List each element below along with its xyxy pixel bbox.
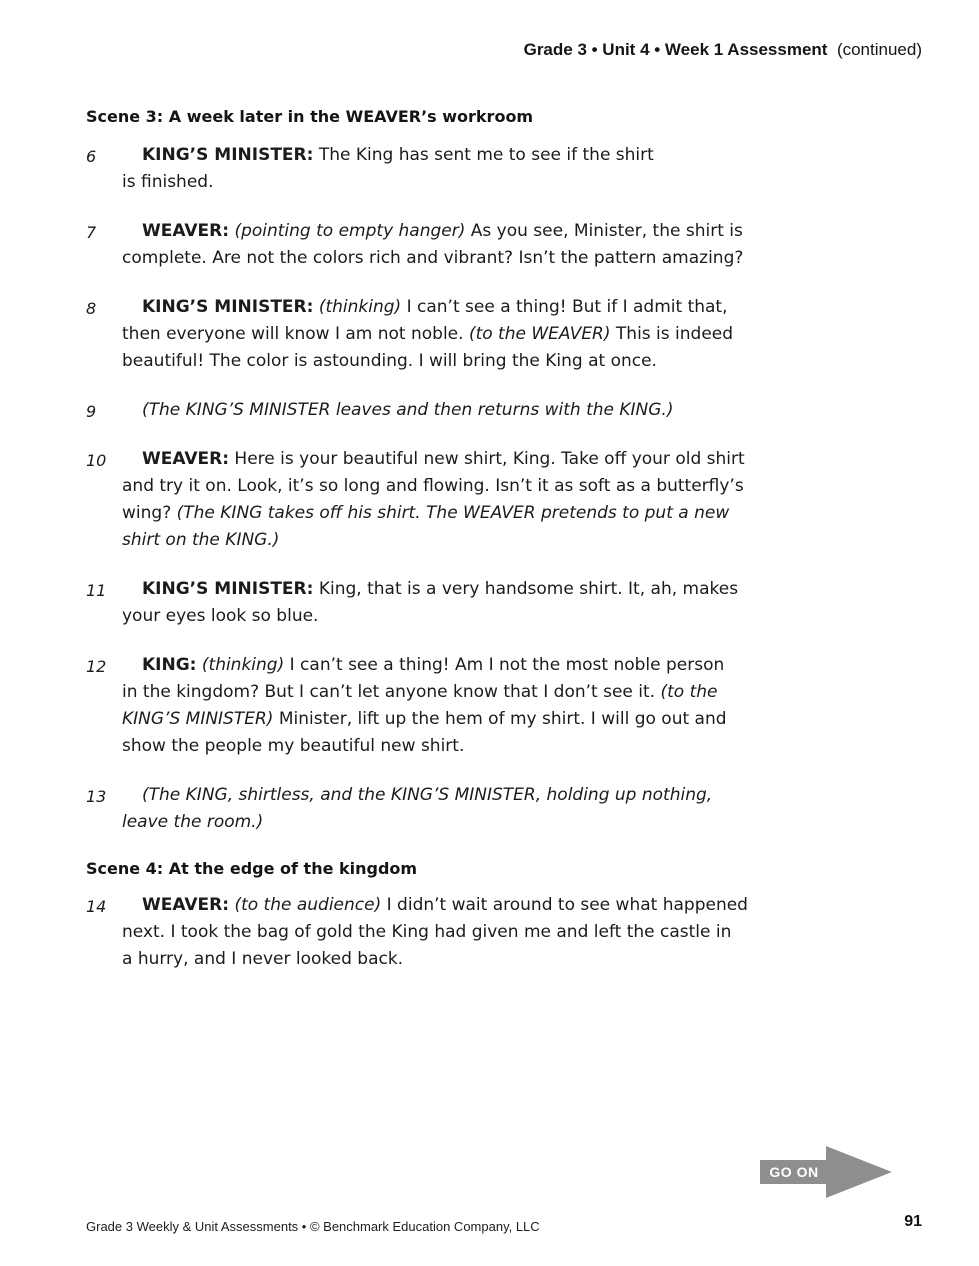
paragraph-text: (The KING, shirtless, and the KING’S MINISTER, holding up nothing, leave the room.) — [122, 785, 713, 832]
paragraph-number: 13 — [86, 787, 107, 806]
script-paragraph — [86, 652, 846, 760]
paragraph-text: KING’S MINISTER: (thinking) I can’t see a thing! But if I admit that, then everyone will know I am not noble. (to the WEAVER) This is indeed beautiful! The color is astounding. I will bring the King at once. — [122, 297, 734, 371]
assessment-content — [86, 106, 846, 995]
script-paragraph — [86, 294, 846, 375]
header-title: Grade 3 • Unit 4 • Week 1 Assessment — [523, 40, 828, 59]
go-on-label: GO ON — [769, 1164, 819, 1180]
paragraph-number: 9 — [86, 402, 97, 421]
paragraph-text: WEAVER: (pointing to empty hanger) As you see, Minister, the shirt is complete. Are not the colors rich and vibrant? Isn’t the pattern amazing? — [122, 221, 744, 268]
go-on-arrow — [760, 1146, 892, 1198]
page-number: 91 — [904, 1213, 922, 1230]
paragraph-text: KING: (thinking) I can’t see a thing! Am I not the most noble person in the kingdom? But I can’t let anyone know that I don’t see it. (to the KING’S MINISTER) Minister, lift up the hem of my shirt. I will go out and show the people my beautiful new shirt. — [122, 655, 727, 756]
paragraph-number: 8 — [86, 299, 97, 318]
paragraph-text: KING’S MINISTER: The King has sent me to see if the shirt is finished. — [122, 145, 654, 192]
script-paragraph — [86, 142, 846, 196]
scene-heading: Scene 4: At the edge of the kingdom — [86, 859, 418, 878]
script-paragraph — [86, 892, 846, 973]
paragraph-number: 12 — [86, 657, 107, 676]
arrow-right-icon — [826, 1146, 892, 1198]
go-on-shaft — [760, 1160, 826, 1184]
paragraph-text: KING’S MINISTER: King, that is a very handsome shirt. It, ah, makes your eyes look so blue. — [122, 579, 739, 626]
scene-heading: Scene 3: A week later in the WEAVER’s workroom — [86, 107, 534, 126]
paragraph-number: 14 — [86, 897, 107, 916]
script-paragraph — [86, 218, 846, 272]
script-paragraph — [86, 576, 846, 630]
paragraph-number: 6 — [86, 147, 97, 166]
header-continued-label: (continued) — [836, 40, 922, 59]
paragraph-text: (The KING’S MINISTER leaves and then returns with the KING.) — [142, 400, 674, 420]
paragraph-number: 7 — [86, 223, 97, 242]
paragraph-number: 10 — [86, 451, 107, 470]
script-paragraph — [86, 397, 846, 424]
paragraph-number: 11 — [86, 581, 107, 600]
script-paragraph — [86, 782, 846, 836]
footer-credit: Grade 3 Weekly & Unit Assessments • © Benchmark Education Company, LLC — [86, 1219, 540, 1234]
script-paragraph — [86, 446, 846, 554]
paragraph-text: WEAVER: Here is your beautiful new shirt, King. Take off your old shirt and try it on. Look, it’s so long and flowing. Isn’t it as soft as a butterfly’s wing? (The KING takes off his shirt. The WEAVER pretends to put a new shirt on the KING.) — [122, 449, 745, 550]
paragraph-text: WEAVER: (to the audience) I didn’t wait around to see what happened next. I took the bag of gold the King had given me and left the castle in a hurry, and I never looked back. — [122, 895, 748, 969]
page-header — [524, 40, 922, 60]
